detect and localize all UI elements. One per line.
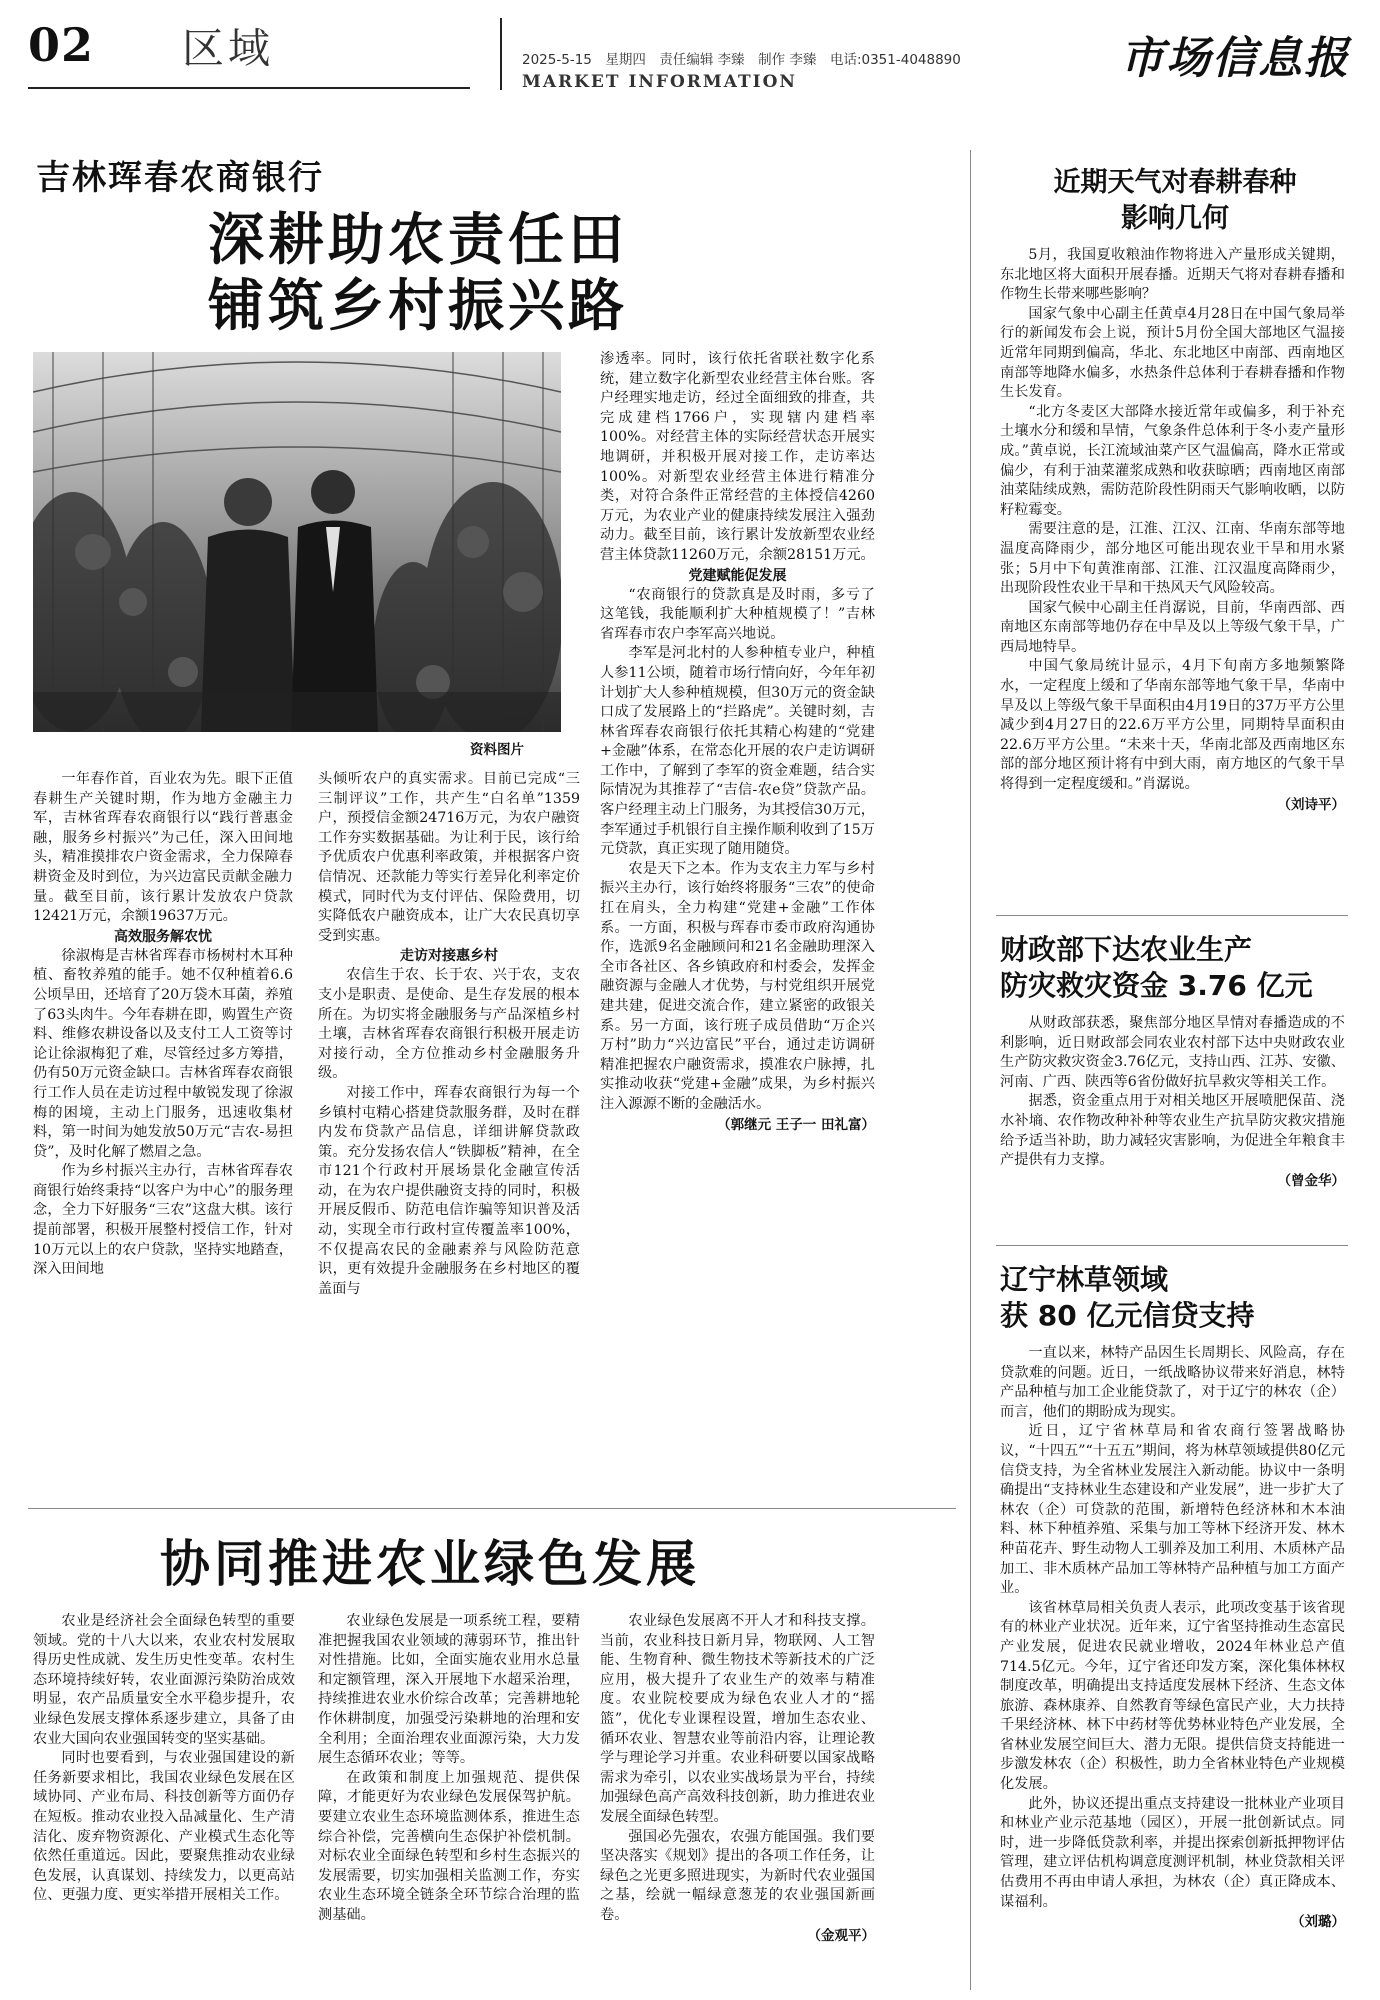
english-paper-name: MARKET INFORMATION: [522, 72, 797, 92]
lead-column-3: [600, 350, 875, 1135]
paragraph: 农业绿色发展是一项系统工程，要精准把握我国农业领域的薄弱环节，推出针对性措施。比如，全面实施农业用水总量和定额管理，深入开展地下水超采治理，持续推进农业水价综合改革；完善耕地轮作休耕制度，加强受污染耕地的治理和安全利用；全面治理农业面源污染，大力发展生态循环农业；等等。: [318, 1613, 580, 1767]
paragraph: 国家气象中心副主任黄卓4月28日在中国气象局举行的新闻发布会上说，预计5月份全国大部地区气温接近常年同期到偏高，华北、东北地区中南部、西南地区南部等地降水偏多，水热条件总体利于春耕春播和作物生长发育。: [1000, 305, 1345, 401]
paragraph: 农业是经济社会全面绿色转型的重要领域。党的十八大以来，农业农村发展取得历史性成就、发生历史性变革。农村生态环境持续好转，农业面源污染防治成效明显，农产品质量安全水平稳步提升，农业绿色发展支撑体系逐步建立，具备了由农业大国向农业强国转变的坚实基础。: [33, 1613, 295, 1747]
finance-title-line1: 财政部下达农业生产: [1000, 933, 1253, 966]
paragraph: 中国气象局统计显示，4月下旬南方多地频繁降水，一定程度上缓和了华南东部等地气象干旱，华南中旱及以上等级气象干旱面积由4月19日的37万平方公里减少到4月27日的22.6万平方公里，同期特旱面积由22.6万平方公里。“未来十天，华南北部及西南地区东部的部分地区预计将有中到大雨，南方地区的气象干旱将得到一定程度缓和。”肖潺说。: [1000, 658, 1345, 793]
paragraph: 农业绿色发展离不开人才和科技支撑。当前，农业科技日新月异，物联网、人工智能、生物育种、微生物技术等新技术的广泛应用，极大提升了农业生产的效率与精准度。农业院校要成为绿色农业人才的“摇篮”，优化专业课程设置，增加生态农业、循环农业、智慧农业等前沿内容，让理论教学与理论学习并重。农业科研要以国家战略需求为牵引，以农业实战场景为平台，持续加强绿色高产高效科技创新，助力推进农业发展全面绿色转型。: [600, 1613, 875, 1825]
paragraph: 从财政部获悉，聚焦部分地区旱情对春播造成的不利影响，近日财政部会同农业农村部下达中央财政农业生产防灾救灾资金3.76亿元，支持山西、江苏、安徽、河南、广西、陕西等6省份做好抗旱救灾等相关工作。: [1000, 1015, 1345, 1090]
paragraph: 对接工作中，珲春农商银行为每一个乡镇村屯精心搭建贷款服务群，及时在群内发布贷款产品信息，详细讲解贷款政策。充分发扬农信人“铁脚板”精神，在全市121个行政村开展场景化金融宣传活动，在为农户提供融资支持的同时，积极开展反假币、防范电信诈骗等知识普及活动，实现全市行政村宣传覆盖率100%，不仅提高农民的金融素养与风险防范意识，更有效提升金融服务在乡村地区的覆盖面与: [318, 1084, 580, 1297]
byline: （刘璐）: [1291, 1914, 1345, 1931]
weather-title-line2: 影响几何: [1121, 203, 1229, 234]
subheading: 高效服务解农忧: [114, 928, 212, 945]
lead-kicker: 吉林珲春农商银行: [36, 158, 324, 198]
paragraph: 一直以来，林特产品因生长周期长、风险高，存在贷款难的问题。近日，一纸战略协议带来好消息，林特产品种植与加工企业能贷款了，对于辽宁的林农（企）而言，他们的期盼成为现实。: [1000, 1345, 1345, 1420]
liaoning-title-line1: 辽宁林草领域: [1000, 1263, 1169, 1296]
paragraph: 在政策和制度上加强规范、提供保障，才能更好为农业绿色发展保驾护航。要建立农业生态环境监测体系，推进生态综合补偿，完善横向生态保护补偿机制。对标农业全面绿色转型和乡村生态振兴的发展需要，切实加强相关监测工作，夯实农业生态环境全链条全环节综合治理的监测基础。: [318, 1769, 580, 1923]
lead-column-1: [33, 770, 293, 1280]
photo-caption: 资料图片: [470, 742, 524, 758]
page-header: [0, 0, 1380, 100]
paragraph: 头倾听农户的真实需求。目前已完成“三三制评议”工作，共产生“白名单”1359户，预授信金额24716万元，为农户融资工作夯实数据基础。为让利于民，该行给予优质农户优惠利率政策，并根据客户资信情况、还款能力等实行差异化利率定价模式，同时代为支付评估、保险费用，切实降低农户融资成本，让广大农民真切享受到实惠。: [318, 771, 580, 944]
green-column-2: [318, 1612, 580, 1926]
weather-title-line1: 近期天气对春耕春种: [1053, 167, 1297, 198]
subheading: 走访对接惠乡村: [400, 948, 498, 965]
weather-article: [1000, 246, 1345, 815]
byline: （郭继元 王子一 田礼富）: [717, 1116, 875, 1133]
green-column-3: [600, 1612, 875, 1946]
paragraph: 作为乡村振兴主办行，吉林省珲春农商银行始终秉持“以客户为中心”的服务理念，全力下好服务“三农”这盘大棋。该行提前部署，积极开展整村授信工作，针对10万元以上的农户贷款，坚持实地踏查，深入田间地: [33, 1163, 293, 1278]
paragraph: 渗透率。同时，该行依托省联社数字化系统，建立数字化新型农业经营主体台账。客户经理实地走访，经过全面细致的排查，共完成建档1766户，实现辖内建档率100%。对经营主体的实际经营状态开展实地调研，并积极开展对接工作，走访率达100%。对新型农业经营主体进行精准分类，对符合条件正常经营的主体授信4260万元，为农业产业的健康持续发展注入强劲动力。截至目前，该行累计发放新型农业经营主体贷款11260万元，余额28151万元。: [600, 351, 875, 563]
section-name: 区域: [182, 24, 275, 73]
paragraph: 国家气候中心副主任肖潺说，目前，华南西部、西南地区东南部等地仍存在中旱及以上等级气象干旱，广西局地特旱。: [1000, 599, 1345, 655]
paragraph: 近日，辽宁省林草局和省农商行签署战略协议，“十四五”“十五五”期间，将为林草领域提供80亿元信贷支持，为全省林业发展注入新动能。协议中一条明确提出“支持林业生态建设和产业发展”，进一步扩大了林农（企）可贷款的范围，新增特色经济林和木本油料、林下种植养殖、采集与加工等林下经济开发、林木种苗花卉、野生动物人工驯养及加工利用、木质林产品加工、非木质林产品加工等林特产品种植与加工方面产业。: [1000, 1423, 1346, 1597]
finance-article: [1000, 1014, 1345, 1191]
page-number: 02: [28, 18, 95, 72]
paragraph: 据悉，资金重点用于对相关地区开展喷肥保苗、浇水补墒、农作物改种补种等农业生产抗旱防灾救灾措施给予适当补助，助力减轻灾害影响，为促进全年粮食丰产提供有力支撑。: [1000, 1093, 1345, 1169]
paragraph: 5月，我国夏收粮油作物将进入产量形成关键期，东北地区将大面积开展春播。近期天气将对春耕春播和作物生长带来哪些影响？: [1000, 247, 1345, 303]
lead-column-2: [318, 770, 580, 1299]
paragraph: 李军是河北村的人参种植专业户，种植人参11公顷，随着市场行情向好，今年年初计划扩大人参种植规模，但30万元的资金缺口成了发展路上的“拦路虎”。关键时刻，吉林省珲春农商银行依托其精心构建的“党建+金融”体系，在常态化开展的农户走访调研工作中，了解到了李军的资金难题，结合实际情况为其推荐了“吉信-农e贷”贷款产品。客户经理主动上门服务，为其授信30万元，李军通过手机银行自主操作顺利收到了15万元贷款，真正实现了随用随贷。: [600, 645, 875, 858]
byline: （金观平）: [807, 1927, 875, 1944]
paragraph: “北方冬麦区大部降水接近常年或偏多，利于补充土壤水分和缓和旱情，气象条件总体利于冬小麦产量形成。”黄卓说，长江流域油菜产区气温偏高，降水正常或偏少，有利于油菜灌浆成熟和收获晾晒；西南地区南部油菜陆续成熟，需防范阶段性阴雨天气影响收晒，以防籽粒霉变。: [1000, 403, 1345, 518]
paragraph: 同时也要看到，与农业强国建设的新任务新要求相比，我国农业绿色发展在区域协同、产业布局、科技创新等方面仍存在短板。推动农业投入品减量化、生产清洁化、废弃物资源化、产业模式生态化等依然任重道远。因此，要聚焦推动农业绿色发展，认真谋划、持续发力，以更高站位、更强力度、更实举措开展相关工作。: [33, 1750, 295, 1904]
lead-title-line1: 深耕助农责任田: [208, 208, 628, 273]
paragraph: “农商银行的贷款真是及时雨，多亏了这笔钱，我能顺利扩大种植规模了！”吉林省珲春市农户李军高兴地说。: [600, 586, 875, 642]
byline: （刘诗平）: [1277, 796, 1345, 813]
date-line: 2025-5-15 星期四 责任编辑 李臻 制作 李臻 电话:0351-4048890: [522, 52, 961, 68]
paragraph: 农是天下之本。作为支农主力军与乡村振兴主办行，该行始终将服务“三农”的使命扛在肩头，全力构建“党建+金融”工作体系。一方面，积极与珲春市委市政府沟通协作，选派9名金融顾问和21名金融助理深入全市各社区、各乡镇政府和村委会，发挥金融资源与金融人才优势，与村党组织开展党建共建，促进交流合作，建立紧密的政银关系。另一方面，该行班子成员借助“万企兴万村”助力“兴边富民”平台，通过走访调研精准把握农户融资需求，摸准农户脉搏，扎实推动收获“党建+金融”成果，为乡村振兴注入源源不断的金融活水。: [600, 860, 875, 1112]
liaoning-article: [1000, 1344, 1345, 1932]
byline: （曾金华）: [1277, 1172, 1345, 1189]
paragraph: 强国必先强农，农强方能国强。我们要坚决落实《规划》提出的各项工作任务，让绿色之光更多照进现实，为新时代农业强国之基，绘就一幅绿意葱茏的农业强国新画卷。: [600, 1828, 875, 1923]
paragraph: 此外，协议还提出重点支持建设一批林业产业项目和林业产业示范基地（园区），开展一批创新试点。同时，进一步降低贷款利率，并提出探索创新抵押物评估管理，建立评估机构调意度测评机制，林业贷款相关评估费用不再由申请人承担，为林农（企）真正降成本、谋福利。: [1000, 1795, 1345, 1910]
subheading: 党建赋能促发展: [688, 567, 787, 584]
lead-title-line2: 铺筑乡村振兴路: [208, 274, 628, 339]
green-column-1: [33, 1612, 295, 1906]
green-title: 协同推进农业绿色发展: [160, 1535, 700, 1593]
paragraph: 徐淑梅是吉林省珲春市杨树村木耳种植、畜牧养殖的能手。她不仅种植着6.6公顷旱田，还培育了20万袋木耳菌，养殖了63头肉牛。今年春耕在即，购置生产资料、维修农耕设备以及支付工人工资等讨论让徐淑梅犯了难，尽管经过多方筹措，仍有50万元资金缺口。吉林省珲春农商银行工作人员在走访过程中敏锐发现了徐淑梅的困境，主动上门服务，迅速收集材料，第一时间为她发放50万元“吉农-易担贷”，及时化解了燃眉之急。: [33, 947, 293, 1160]
greenhouse-photo-illustration: [33, 352, 561, 732]
paper-name-logo: 市场信息报: [1120, 33, 1350, 84]
liaoning-title-line2: 获 80 亿元信贷支持: [1000, 1299, 1255, 1332]
paragraph: 一年春作首，百业农为先。眼下正值春耕生产关键时期，作为地方金融主力军，吉林省珲春农商银行以“践行普惠金融，服务乡村振兴”为己任，深入田间地头，精准摸排农户资金需求，全力保障春耕资金及时到位，为兴边富民贡献金融力量。截至目前，该行累计发放农户贷款12421万元，余额19637万元。: [33, 771, 293, 925]
paragraph: 农信生于农、长于农、兴于农，支农支小是职责、是使命、是生存发展的根本所在。为切实将金融服务与产品深植乡村土壤，吉林省珲春农商银行积极开展走访对接行动，全方位推动乡村金融服务升级。: [318, 967, 580, 1082]
paragraph: 该省林草局相关负责人表示，此项改变基于该省现有的林业产业状况。近年来，辽宁省坚持推动生态富民产业发展，促进农民就业增收，2024年林业总产值714.5亿元。今年，辽宁省还印发方案，深化集体林权制度改革，明确提出支持适度发展林下经济、生态文体旅游、森林康养、自然教育等绿色富民产业，大力扶持千果经济林、林下中药材等优势林业特色产业发展，全省林业发展空间巨大、潜力无限。提供信贷支持能进一步激发林农（企）积极性，助力全省林业特色产业规模化发展。: [1000, 1599, 1345, 1793]
paragraph: 需要注意的是，江淮、江汉、江南、华南东部等地温度高降雨少，部分地区可能出现农业干旱和用水紧张；5月中下旬黄淮南部、江淮、江汉温度高降雨少，出现阶段性农业干旱和干热风天气风险较高。: [1000, 521, 1345, 597]
lead-photo: [33, 352, 561, 732]
finance-title-line2: 防灾救灾资金 3.76 亿元: [1000, 969, 1313, 1002]
